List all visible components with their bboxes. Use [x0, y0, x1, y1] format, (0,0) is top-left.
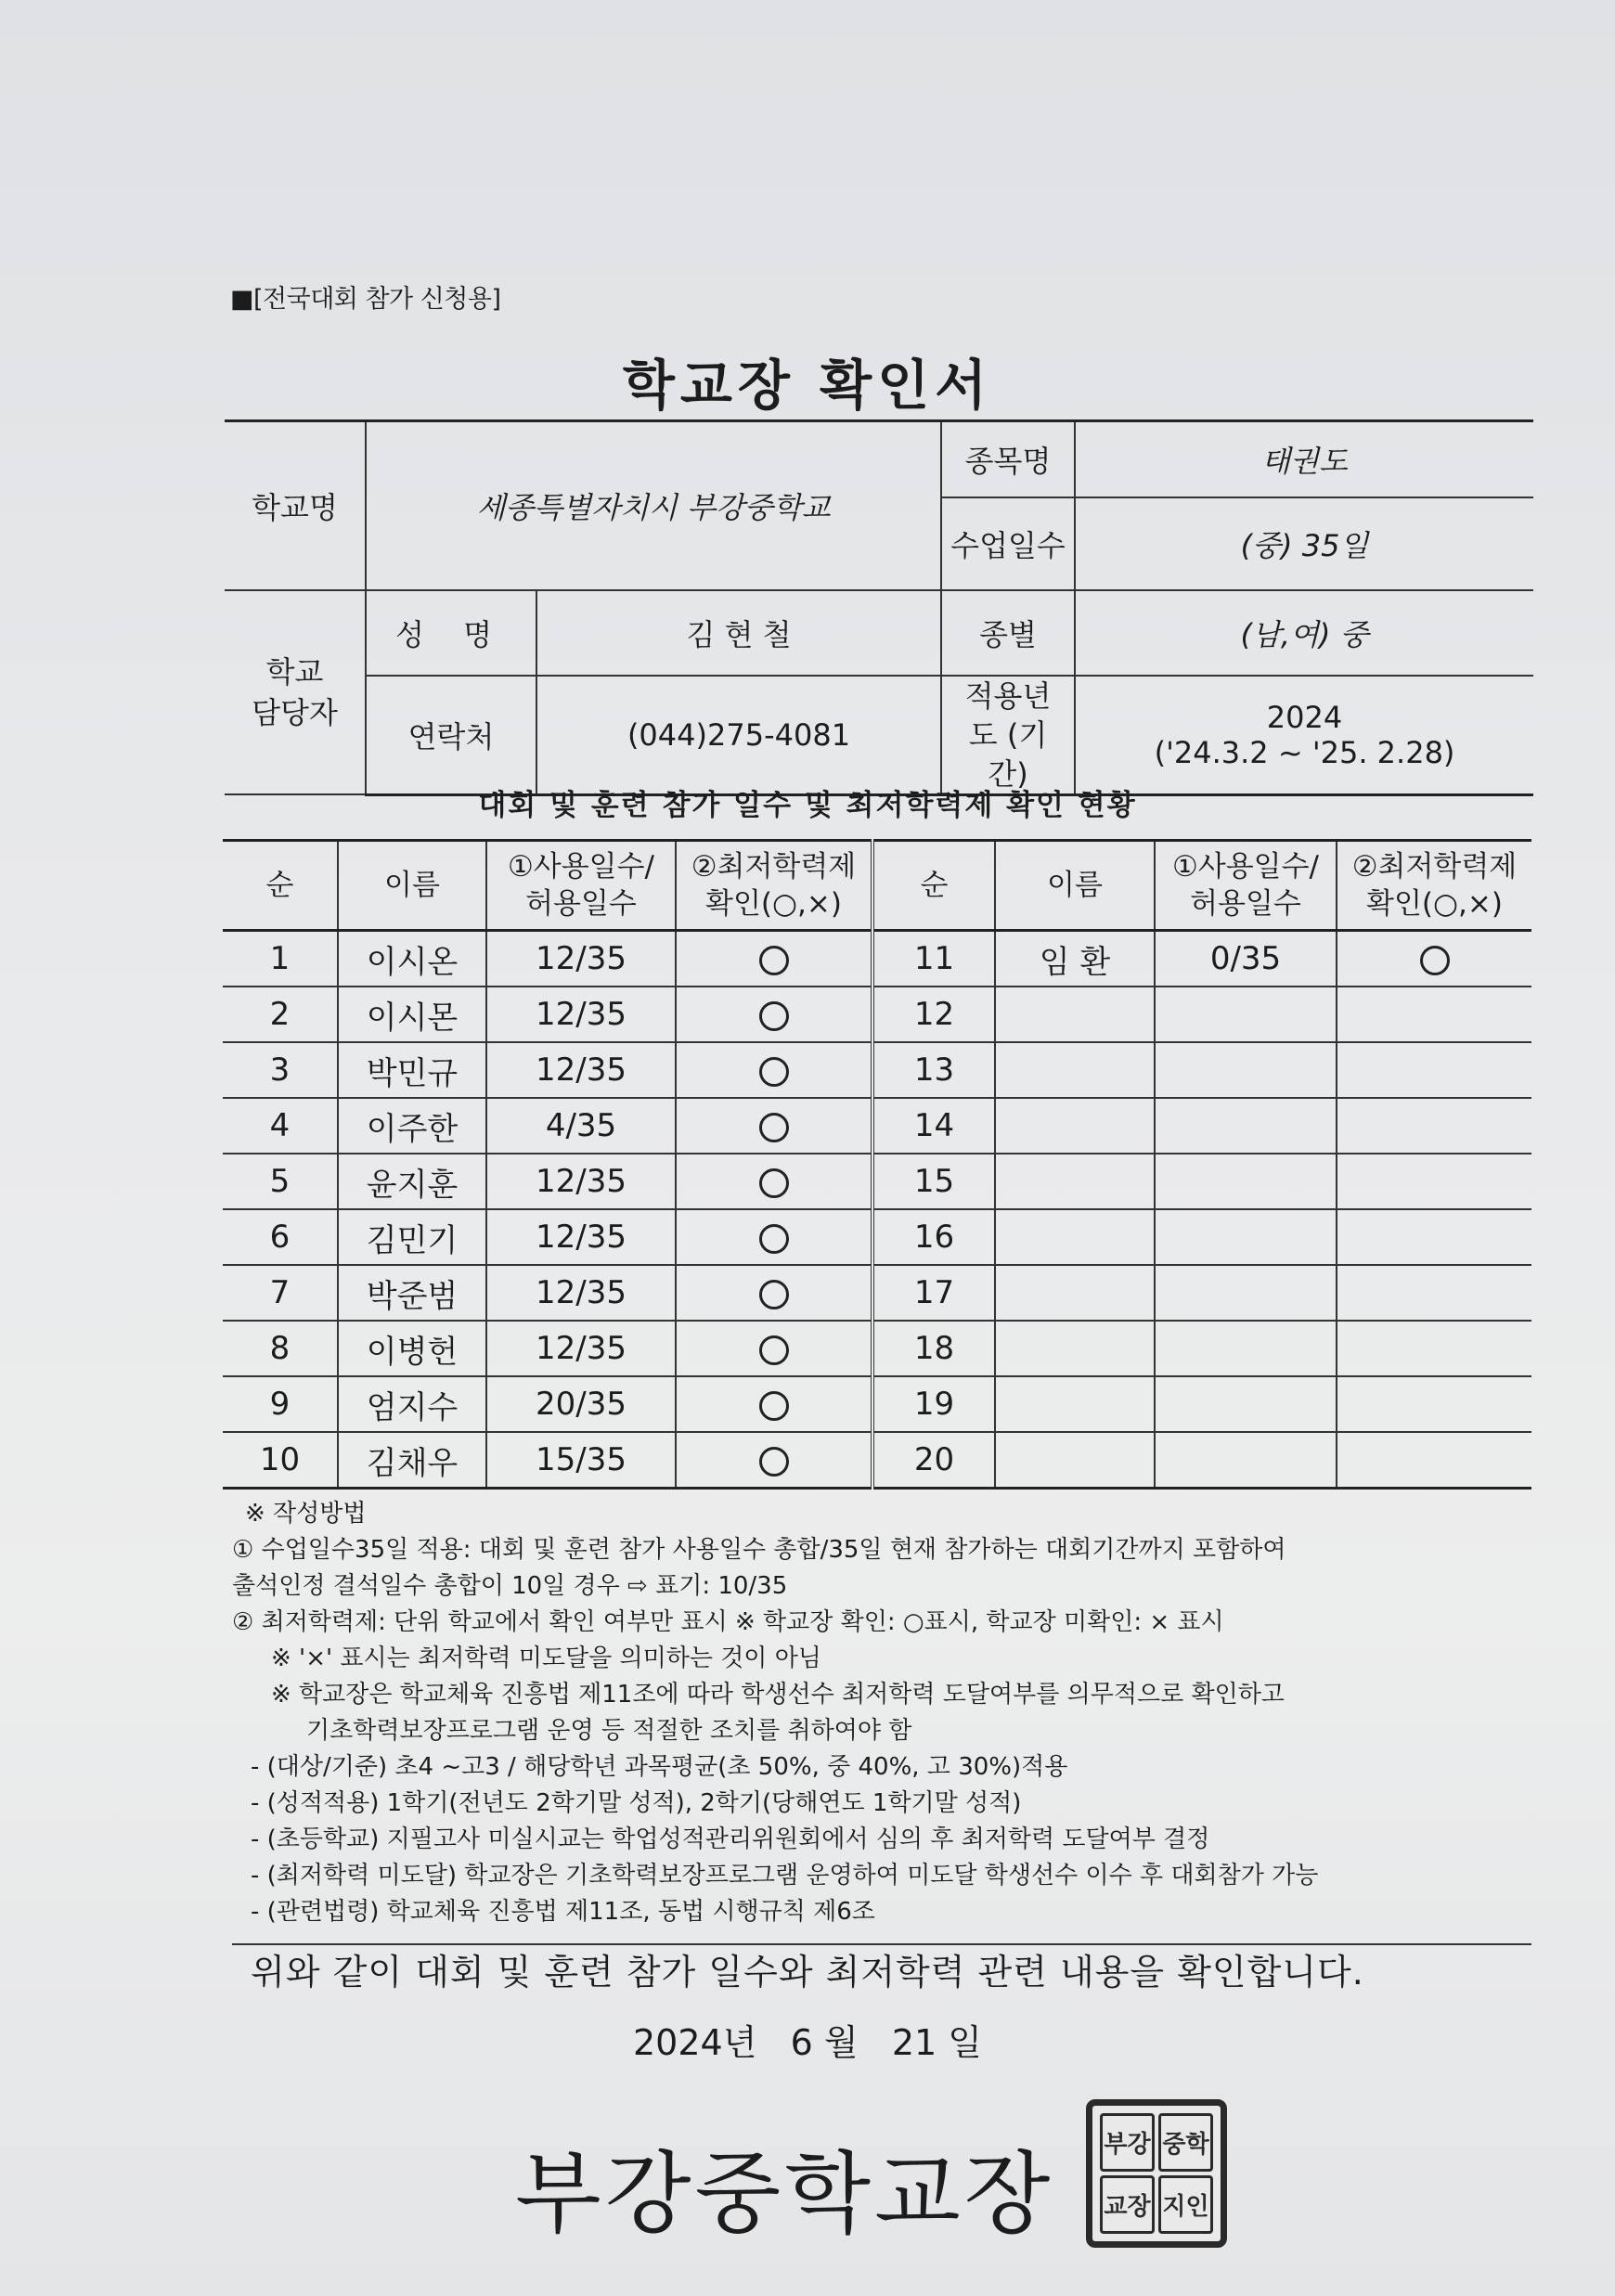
instruction-line: 기초학력보장프로그램 운영 등 적절한 조치를 취하여야 함 [306, 1717, 912, 1745]
check-circle-icon [759, 1280, 789, 1309]
student-name: 이병헌 [338, 1321, 486, 1376]
used-days: 4/35 [486, 1098, 676, 1154]
row-number: 16 [872, 1209, 995, 1265]
table-row [223, 1376, 1531, 1432]
school-name-label: 학교명 [225, 421, 366, 590]
check-circle-icon [759, 1001, 789, 1031]
student-name: 박민규 [338, 1042, 486, 1098]
table-row [223, 1265, 1531, 1321]
staff-label: 학교 담당자 [225, 590, 366, 795]
min-academic-check-cell [676, 1209, 872, 1265]
category-label: 종별 [941, 590, 1075, 676]
min-academic-check-cell [676, 1321, 872, 1376]
confirmation-statement: 위와 같이 대회 및 훈련 참가 일수와 최저학력 관련 내용을 확인합니다. [251, 1952, 1364, 1993]
table-row [223, 1432, 1531, 1489]
student-name: 엄지수 [338, 1376, 486, 1432]
student-name: 이시온 [338, 931, 486, 987]
table-row [223, 931, 1531, 987]
min-academic-check-cell [1337, 1432, 1531, 1489]
seal-glyph: 부강 [1100, 2113, 1155, 2172]
table-row [223, 1098, 1531, 1154]
min-academic-check-cell [1337, 1042, 1531, 1098]
min-academic-check-cell [1337, 1265, 1531, 1321]
roster-body [223, 931, 1531, 1489]
min-academic-check-cell [676, 1042, 872, 1098]
header-days-2: ①사용일수/ 허용일수 [1155, 841, 1337, 931]
apply-period-value: ('24.3.2 ~ '25. 2.28) [1154, 734, 1455, 770]
header-name-2: 이름 [995, 841, 1155, 931]
contact-label: 연락처 [366, 676, 536, 795]
row-number: 4 [223, 1098, 338, 1154]
row-number: 12 [872, 987, 995, 1042]
min-academic-check-cell [1337, 987, 1531, 1042]
table-row [223, 1209, 1531, 1265]
check-circle-icon [759, 1391, 789, 1421]
instruction-line: ※ 학교장은 학교체육 진흥법 제11조에 따라 학생선수 최저학력 도달여부를 의무적으로 확인하고 [271, 1681, 1285, 1709]
student-name [995, 1376, 1155, 1432]
min-academic-check-cell [676, 931, 872, 987]
instructions-heading: ※ 작성방법 [245, 1500, 367, 1528]
row-number: 18 [872, 1321, 995, 1376]
used-days: 12/35 [486, 1042, 676, 1098]
form-type-tag: ■[전국대회 참가 신청용] [230, 285, 501, 314]
min-academic-check-cell [676, 1432, 872, 1489]
used-days [1155, 1321, 1337, 1376]
used-days [1155, 1432, 1337, 1489]
row-number: 11 [872, 931, 995, 987]
used-days [1155, 1154, 1337, 1209]
used-days: 12/35 [486, 931, 676, 987]
sport-value: 태권도 [1075, 421, 1533, 497]
student-name [995, 1042, 1155, 1098]
student-name [995, 1265, 1155, 1321]
check-circle-icon [759, 1057, 789, 1087]
used-days: 12/35 [486, 1209, 676, 1265]
student-name: 임 환 [995, 931, 1155, 987]
min-academic-check-cell [1337, 1376, 1531, 1432]
apply-year-label: 적용년도 (기간) [941, 676, 1075, 795]
used-days: 12/35 [486, 1321, 676, 1376]
student-name: 김채우 [338, 1432, 486, 1489]
used-days [1155, 1209, 1337, 1265]
student-name [995, 1321, 1155, 1376]
issue-date: 2024년 6 월 21 일 [633, 2022, 982, 2063]
min-academic-check-cell [1337, 1321, 1531, 1376]
roster-subtitle: 대회 및 훈련 참가 일수 및 최저학력제 확인 현황 [478, 789, 1137, 822]
student-name: 이시몬 [338, 987, 486, 1042]
header-check-2: ②최저학력제 확인(○,×) [1337, 841, 1531, 931]
instruction-line: - (초등학교) 지필고사 미실시교는 학업성적관리위원회에서 심의 후 최저학력 도달여부 결정 [251, 1825, 1210, 1853]
staff-name-label: 성 명 [366, 590, 536, 676]
row-number: 13 [872, 1042, 995, 1098]
instruction-line: - (대상/기준) 초4 ~고3 / 해당학년 과목평균(초 50%, 중 40%, 고 30%)적용 [251, 1753, 1068, 1781]
min-academic-check-cell [1337, 1209, 1531, 1265]
school-name-value: 세종특별자치시 부강중학교 [366, 421, 941, 590]
sport-label: 종목명 [941, 421, 1075, 497]
row-number: 14 [872, 1098, 995, 1154]
check-circle-icon [759, 1335, 789, 1365]
roster-header-row [223, 841, 1531, 931]
used-days: 15/35 [486, 1432, 676, 1489]
student-name [995, 987, 1155, 1042]
apply-year-cell [1075, 676, 1533, 795]
row-number: 20 [872, 1432, 995, 1489]
header-check: ②최저학력제 확인(○,×) [676, 841, 872, 931]
contact-value: (044)275-4081 [536, 676, 941, 795]
check-circle-icon [759, 1224, 789, 1254]
apply-year-value: 2024 [1266, 699, 1343, 735]
student-name [995, 1154, 1155, 1209]
header-no-2: 순 [872, 841, 995, 931]
table-row [223, 1321, 1531, 1376]
instruction-line: 출석인정 결석일수 총합이 10일 경우 ⇨ 표기: 10/35 [232, 1572, 788, 1600]
category-value: (남,여) 중 [1075, 590, 1533, 676]
student-name: 김민기 [338, 1209, 486, 1265]
instruction-line: ② 최저학력제: 단위 학교에서 확인 여부만 표시 ※ 학교장 확인: ○표시, 학교장 미확인: × 표시 [232, 1608, 1224, 1636]
seal-glyph: 교장 [1100, 2175, 1155, 2234]
check-circle-icon [759, 946, 789, 975]
header-no: 순 [223, 841, 338, 931]
min-academic-check-cell [1337, 1154, 1531, 1209]
seal-glyph: 중학 [1158, 2113, 1213, 2172]
student-name [995, 1098, 1155, 1154]
check-circle-icon [759, 1447, 789, 1477]
official-seal-stamp [1086, 2099, 1227, 2248]
used-days: 0/35 [1155, 931, 1337, 987]
instructions-lines [232, 1532, 1531, 1930]
min-academic-check-cell [676, 1154, 872, 1209]
min-academic-check-cell [1337, 1098, 1531, 1154]
row-number: 2 [223, 987, 338, 1042]
row-number: 15 [872, 1154, 995, 1209]
check-circle-icon [759, 1168, 789, 1198]
row-number: 6 [223, 1209, 338, 1265]
used-days [1155, 1376, 1337, 1432]
roster-table [223, 839, 1531, 1490]
used-days: 20/35 [486, 1376, 676, 1432]
used-days [1155, 1098, 1337, 1154]
document-title: 학교장 확인서 [622, 354, 993, 417]
row-number: 1 [223, 931, 338, 987]
row-number: 3 [223, 1042, 338, 1098]
used-days: 12/35 [486, 987, 676, 1042]
instruction-line: ※ '×' 표시는 최저학력 미도달을 의미하는 것이 아님 [271, 1645, 821, 1672]
min-academic-check-cell [676, 1376, 872, 1432]
principal-signature: 부강중학교장 [515, 2142, 1054, 2246]
row-number: 19 [872, 1376, 995, 1432]
used-days [1155, 987, 1337, 1042]
seal-glyph: 지인 [1158, 2175, 1213, 2234]
table-row [223, 987, 1531, 1042]
row-number: 8 [223, 1321, 338, 1376]
student-name: 이주한 [338, 1098, 486, 1154]
row-number: 17 [872, 1265, 995, 1321]
student-name: 박준범 [338, 1265, 486, 1321]
student-name [995, 1432, 1155, 1489]
instruction-line: - (관련법령) 학교체육 진흥법 제11조, 동법 시행규칙 제6조 [251, 1898, 875, 1926]
row-number: 10 [223, 1432, 338, 1489]
school-info-table [225, 419, 1533, 796]
table-row [223, 1042, 1531, 1098]
min-academic-check-cell [676, 1098, 872, 1154]
used-days: 12/35 [486, 1154, 676, 1209]
row-number: 9 [223, 1376, 338, 1432]
table-row [223, 1154, 1531, 1209]
check-circle-icon [759, 1113, 789, 1142]
min-academic-check-cell [676, 987, 872, 1042]
class-days-label: 수업일수 [941, 497, 1075, 590]
min-academic-check-cell [676, 1265, 872, 1321]
check-circle-icon [1420, 946, 1450, 975]
used-days [1155, 1042, 1337, 1098]
student-name [995, 1209, 1155, 1265]
header-name: 이름 [338, 841, 486, 931]
class-days-value: (중) 35일 [1075, 497, 1533, 590]
used-days [1155, 1265, 1337, 1321]
student-name: 윤지훈 [338, 1154, 486, 1209]
header-days: ①사용일수/ 허용일수 [486, 841, 676, 931]
instruction-line: - (성적적용) 1학기(전년도 2학기말 성적), 2학기(당해연도 1학기말 성적) [251, 1789, 1022, 1817]
used-days: 12/35 [486, 1265, 676, 1321]
row-number: 7 [223, 1265, 338, 1321]
row-number: 5 [223, 1154, 338, 1209]
instruction-line: - (최저학력 미도달) 학교장은 기초학력보장프로그램 운영하여 미도달 학생선수 이수 후 대회참가 가능 [251, 1862, 1319, 1890]
instruction-line: ① 수업일수35일 적용: 대회 및 훈련 참가 사용일수 총합/35일 현재 참가하는 대회기간까지 포함하여 [232, 1536, 1286, 1564]
min-academic-check-cell [1337, 931, 1531, 987]
instructions [232, 1496, 1531, 1930]
staff-name-value: 김 현 철 [536, 590, 941, 676]
